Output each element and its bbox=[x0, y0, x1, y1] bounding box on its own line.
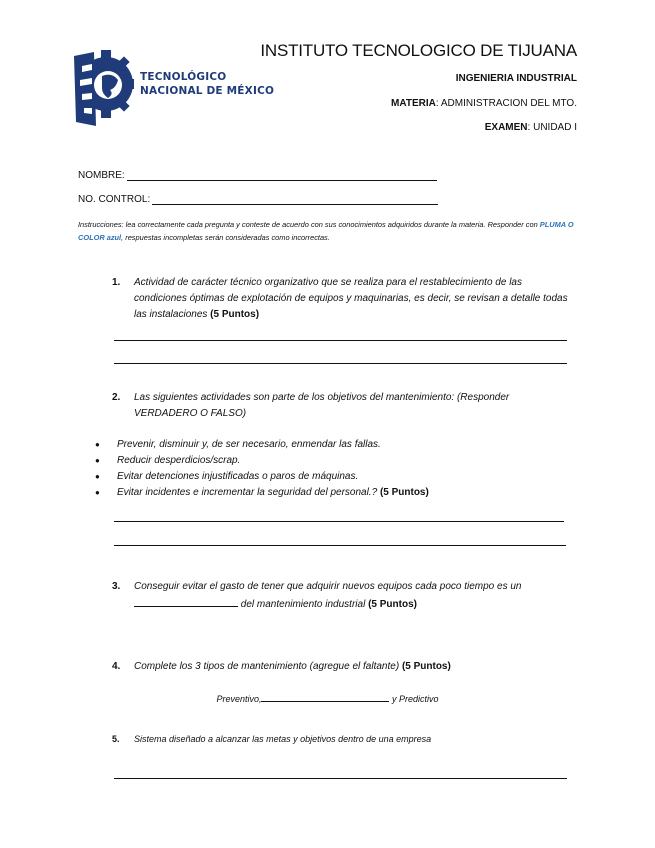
question-2-bullets bbox=[95, 437, 565, 501]
instructions-part-2: , respuestas incompletas serán consideradas como incorrectas. bbox=[121, 233, 330, 242]
question-3-number: 3. bbox=[112, 581, 121, 592]
question-4 bbox=[112, 659, 572, 675]
bullet-text: Prevenir, disminuir y, de ser necesario, enmendar las fallas. bbox=[117, 439, 381, 450]
question-3-points: (5 Puntos) bbox=[368, 599, 417, 610]
career-label: INGENIERIA INDUSTRIAL bbox=[455, 73, 577, 84]
list-item bbox=[95, 453, 565, 469]
tecnm-logo-icon bbox=[72, 38, 134, 130]
name-input-line[interactable] bbox=[127, 170, 437, 181]
list-item bbox=[95, 437, 565, 453]
question-1 bbox=[112, 275, 572, 323]
answer-line-5[interactable] bbox=[114, 778, 567, 779]
career-line bbox=[456, 73, 577, 84]
answer-line-1a[interactable] bbox=[114, 340, 567, 341]
logo-line-1: TECNOLÓGICO bbox=[140, 71, 227, 83]
bullet-text: Reducir desperdicios/scrap. bbox=[117, 455, 241, 466]
exam-line bbox=[485, 122, 577, 133]
logo-line-2: NACIONAL DE MÉXICO bbox=[140, 85, 275, 97]
institute-title: INSTITUTO TECNOLOGICO DE TIJUANA bbox=[260, 41, 577, 60]
question-5-text: Sistema diseñado a alcanzar las metas y objetivos dentro de una empresa bbox=[134, 734, 432, 744]
question-3-text-after: del mantenimiento industrial bbox=[240, 599, 366, 610]
subject-value: : ADMINISTRACION DEL MTO. bbox=[435, 98, 577, 109]
question-1-number: 1. bbox=[112, 277, 121, 288]
bullet-icon: ● bbox=[95, 472, 100, 481]
answer-line-2a[interactable] bbox=[114, 521, 564, 522]
preventive-word: Preventivo, bbox=[216, 694, 262, 704]
question-3 bbox=[112, 579, 572, 613]
question-2-points: (5 Puntos) bbox=[379, 487, 429, 498]
question-2 bbox=[112, 390, 572, 422]
list-item bbox=[95, 469, 565, 485]
question-4-points: (5 Puntos) bbox=[401, 661, 451, 672]
subject-line bbox=[391, 98, 577, 109]
exam-label: EXAMEN bbox=[484, 122, 528, 133]
maintenance-types-line bbox=[0, 690, 655, 704]
missing-type-blank[interactable] bbox=[261, 690, 389, 702]
question-4-text: Complete los 3 tipos de mantenimiento (agregue el faltante) bbox=[134, 661, 400, 672]
question-1-points: (5 Puntos) bbox=[210, 309, 260, 320]
question-1-text: Actividad de carácter técnico organizativo que se realiza para el restablecimiento de las condiciones óptimas de explotación de equipos y maquinarias, es decir, se revisan a detalle todas las instalaciones bbox=[134, 277, 568, 320]
bullet-icon: ● bbox=[95, 456, 100, 465]
question-3-text-before: Conseguir evitar el gasto de tener que adquirir nuevos equipos cada poco tiempo es un bbox=[134, 581, 522, 592]
subject-label: MATERIA bbox=[391, 98, 436, 109]
question-5 bbox=[112, 731, 572, 747]
answer-line-2b[interactable] bbox=[114, 545, 566, 546]
name-label: NOMBRE: bbox=[78, 170, 125, 181]
question-3-blank[interactable] bbox=[134, 595, 238, 607]
control-label: NO. CONTROL: bbox=[78, 194, 151, 205]
bullet-text: Evitar incidentes e incrementar la seguridad del personal.? bbox=[117, 487, 378, 498]
control-input-line[interactable] bbox=[152, 194, 438, 205]
question-2-number: 2. bbox=[112, 392, 121, 403]
control-field bbox=[78, 194, 438, 205]
name-field bbox=[78, 170, 437, 181]
instructions bbox=[78, 218, 578, 244]
answer-line-1b[interactable] bbox=[114, 363, 567, 364]
question-4-number: 4. bbox=[112, 661, 121, 672]
instructions-highlight: PLUMA O COLOR azul bbox=[78, 220, 574, 242]
question-2-text: Las siguientes actividades son parte de los objetivos del mantenimiento: (Responder VERDADERO O FALSO) bbox=[134, 392, 510, 419]
instructions-part-1: Instrucciones: lea correctamente cada pregunta y conteste de acuerdo con sus conocimientos adquiridos durante la materia. Responder con bbox=[78, 220, 540, 229]
logo-text bbox=[140, 70, 274, 98]
exam-value: : UNIDAD I bbox=[527, 122, 577, 133]
list-item bbox=[95, 485, 565, 501]
bullet-icon: ● bbox=[95, 440, 100, 449]
bullet-text: Evitar detenciones injustificadas o paros de máquinas. bbox=[117, 471, 359, 482]
predictive-word: y Predictivo bbox=[392, 694, 439, 704]
bullet-icon: ● bbox=[95, 488, 100, 497]
question-5-number: 5. bbox=[112, 734, 120, 744]
